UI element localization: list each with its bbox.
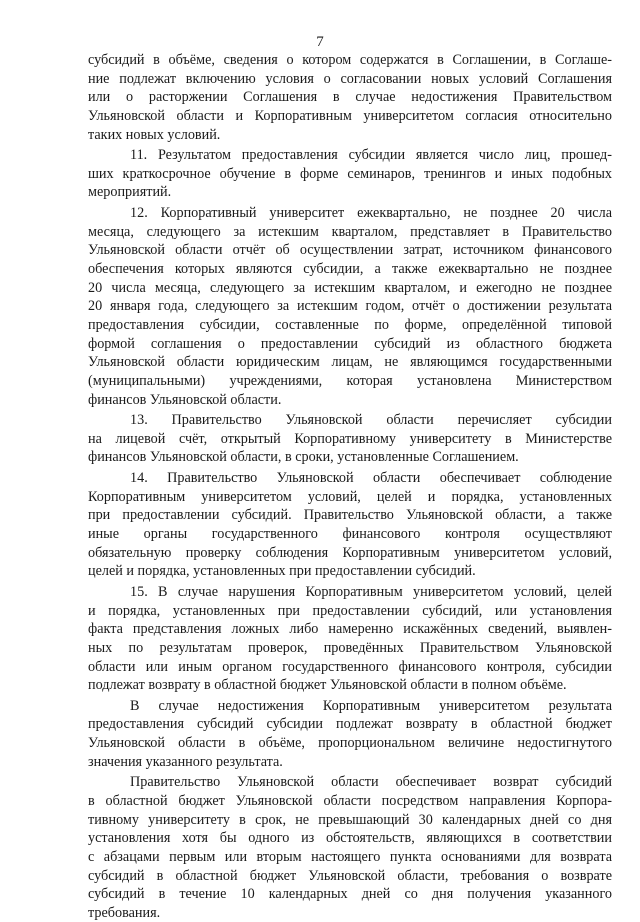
paragraph-line: Ульяновской области и Корпоративным университетом согласия относительно	[88, 107, 612, 124]
paragraph-line: ших краткосрочное обучение в форме семинаров, тренингов и иных подобных	[88, 165, 612, 182]
page-number: 7	[316, 34, 324, 50]
paragraph-line: 15. В случае нарушения Корпоративным университетом условий, целей	[130, 583, 612, 600]
paragraph-line: при предоставлении субсидий. Правительство Ульяновской области, а также	[88, 507, 612, 524]
paragraph-line: целей и порядка, установленных при предоставлении субсидий.	[88, 563, 476, 580]
paragraph-line: 11. Результатом предоставления субсидии является число лиц, прошед-	[130, 147, 612, 164]
paragraph-line: Ульяновской области в объёме, пропорциональном величине недостигнутого	[88, 735, 612, 752]
paragraph-line: обязательную проверку соблюдения Корпоративным университетом условий,	[88, 544, 612, 561]
paragraph-line: в областной бюджет Ульяновской области посредством направления Корпора-	[88, 792, 612, 809]
paragraph-line: и порядка, установленных при предоставлении субсидий, или установления	[88, 602, 612, 619]
paragraph-line: субсидий в объёме, сведения о котором содержатся в Соглашении, в Соглаше-	[88, 52, 612, 68]
paragraph-line: предоставления субсидий субсидии подлежат возврату в областной бюджет	[88, 716, 612, 733]
paragraph-line: предоставления субсидии, составленные по форме, определённой типовой	[88, 316, 612, 333]
paragraph-line: факта представления ложных либо намеренно искажённых сведений, выявлен-	[88, 621, 612, 638]
paragraph-line: обеспечения которых являются субсидии, а также ежеквартально не позднее	[88, 261, 612, 278]
paragraph	[88, 773, 612, 922]
paragraph-line: таких новых условий.	[88, 126, 221, 143]
paragraph-line: подлежат возврату в областной бюджет Ульяновской области в полном объёме.	[88, 677, 567, 694]
paragraph-line: установления хотя бы одного из обстоятельств, являющихся в соответствии	[88, 830, 612, 847]
paragraph-line: Ульяновской области юридическим лицам, не являющимся государственными	[88, 354, 612, 371]
paragraph-line: тивному университету в срок, не превышающий 30 календарных дней со дня	[88, 811, 612, 828]
paragraph-line: значения указанного результата.	[88, 753, 283, 770]
paragraph-line: мероприятий.	[88, 184, 172, 201]
paragraph-line: Правительство Ульяновской области обеспечивает возврат субсидий	[130, 774, 612, 791]
paragraph-line: финансов Ульяновской области, в сроки, установленные Соглашением.	[88, 449, 519, 466]
paragraph-line: 20 января года, следующего за истекшим годом, отчёт о достижении результата	[88, 298, 612, 315]
paragraph-line: Ульяновской области отчёт об осуществлении затрат, источником финансового	[88, 242, 612, 259]
paragraph	[88, 146, 612, 202]
paragraph	[88, 411, 612, 467]
paragraph-line: (муниципальными) учреждениями, которая установлена Министерством	[88, 372, 612, 389]
paragraph-line: формой соглашения о предоставлении субсидий из областного бюджета	[88, 335, 612, 352]
paragraph-line: 20 числа месяца, следующего за истекшим кварталом, и ежегодно не позднее	[88, 279, 612, 296]
paragraph-line: требования.	[88, 904, 161, 921]
paragraph-line: финансов Ульяновской области.	[88, 391, 282, 408]
paragraph-line: области или иным органом государственного финансового контроля, субсидии	[88, 658, 612, 675]
paragraph-line: иные органы государственного финансового контроля осуществляют	[88, 526, 612, 543]
paragraph	[88, 583, 612, 695]
paragraph-line: ных по результатам проверок, проведённых Правительством Ульяновской	[88, 639, 612, 656]
document-body	[88, 51, 612, 922]
paragraph-line: на лицевой счёт, открытый Корпоративному университету в Министерстве	[88, 430, 612, 447]
paragraph-line: субсидий в областной бюджет Ульяновской области, требования о возврате	[88, 867, 612, 884]
paragraph	[88, 469, 612, 581]
paragraph-line: Корпоративным университетом условий, целей и порядка, установленных	[88, 488, 612, 505]
paragraph-line: В случае недостижения Корпоративным университетом результата	[130, 697, 612, 714]
paragraph-line: или о расторжении Соглашения в случае недостижения Правительством	[88, 89, 612, 106]
paragraph-line: 13. Правительство Ульяновской области перечисляет субсидии	[130, 412, 612, 429]
paragraph	[88, 204, 612, 409]
paragraph-line: 14. Правительство Ульяновской области обеспечивает соблюдение	[130, 470, 612, 487]
paragraph-line: субсидий в течение 10 календарных дней со дня получения указанного	[88, 886, 612, 903]
paragraph-line: ние подлежат включению условия о согласовании новых условий Соглашения	[88, 70, 612, 87]
paragraph	[88, 51, 612, 144]
paragraph-line: 12. Корпоративный университет ежеквартально, не позднее 20 числа	[130, 205, 612, 222]
paragraph-line: месяца, следующего за истекшим кварталом, представляет в Правительство	[88, 223, 612, 240]
paragraph-line: с абзацами первым или вторым настоящего пункта основаниями для возврата	[88, 848, 612, 865]
paragraph	[88, 697, 612, 772]
